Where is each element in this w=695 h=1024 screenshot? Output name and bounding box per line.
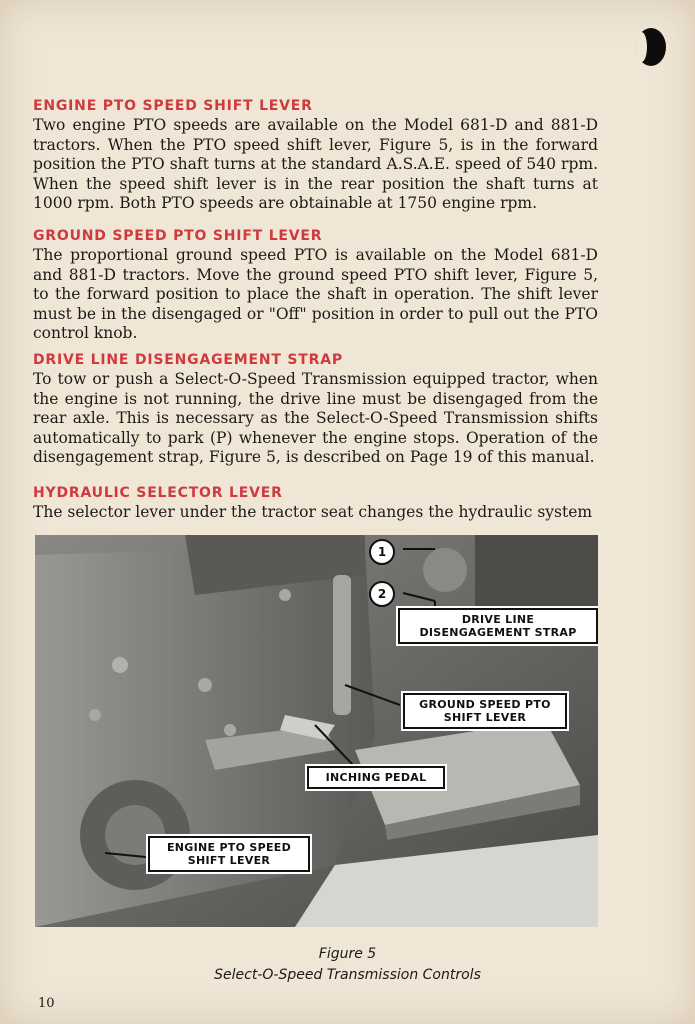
binder-hole [636,28,666,66]
callout-inching-pedal [307,766,445,789]
section-heading: GROUND SPEED PTO SHIFT LEVER [33,228,323,244]
callout-line: SHIFT LEVER [443,711,527,724]
callout-line: ENGINE PTO SPEED [166,841,292,854]
section-body: The selector lever under the tractor seat changes the hydraulic system [33,503,593,521]
section-heading: HYDRAULIC SELECTOR LEVER [33,485,283,501]
figure-photo [35,535,598,927]
marker-2: 2 [369,581,395,607]
marker-1: 1 [369,539,395,565]
callout-engine-pto [148,836,310,872]
figure-caption-subtitle: Select-O-Speed Transmission Controls [214,967,481,983]
callout-ground-speed-pto [403,693,567,729]
section-heading: ENGINE PTO SPEED SHIFT LEVER [33,98,313,114]
section-engine-pto [33,98,598,214]
section-heading: DRIVE LINE DISENGAGEMENT STRAP [33,352,343,368]
section-ground-speed-pto [33,228,598,344]
callout-line: DRIVE LINE [461,613,535,626]
callout-drive-line [398,608,598,644]
callout-line: GROUND SPEED PTO [419,698,551,711]
section-hydraulic-selector [33,485,598,523]
section-body: To tow or push a Select-O-Speed Transmission equipped tractor, when the engine is not running, the drive line must be disengaged from the rear axle. This is necessary as the Select-O-Speed Transmission shifts automatically to park (P) whenever the engine stops. Operation of the disengagement strap, Figure 5, is described on Page 19 of this manual. [33,370,598,466]
callout-line: SHIFT LEVER [187,854,271,867]
figure-caption-title: Figure 5 [318,946,377,962]
callout-line: INCHING PEDAL [325,771,427,784]
section-body: Two engine PTO speeds are available on the Model 681-D and 881-D tractors. When the PTO speed shift lever, Figure 5, is in the forward position the PTO shaft turns at the standard A.S.A.E. speed of 540 rpm. When the speed shift lever is in the rear position the shaft turns at 1000 rpm. Both PTO speeds are obtainable at 1750 engine rpm. [33,116,598,212]
page-number: 10 [38,996,55,1011]
callout-line: DISENGAGEMENT STRAP [419,626,577,639]
section-body: The proportional ground speed PTO is available on the Model 681-D and 881-D tractors. Move the ground speed PTO shift lever, Figure 5, to the forward position to place the shaft in operation. The shift lever must be in the disengaged or "Off" position in order to pull out the PTO control knob. [33,246,598,342]
tractor-photo [35,535,598,927]
section-drive-line [33,352,598,468]
